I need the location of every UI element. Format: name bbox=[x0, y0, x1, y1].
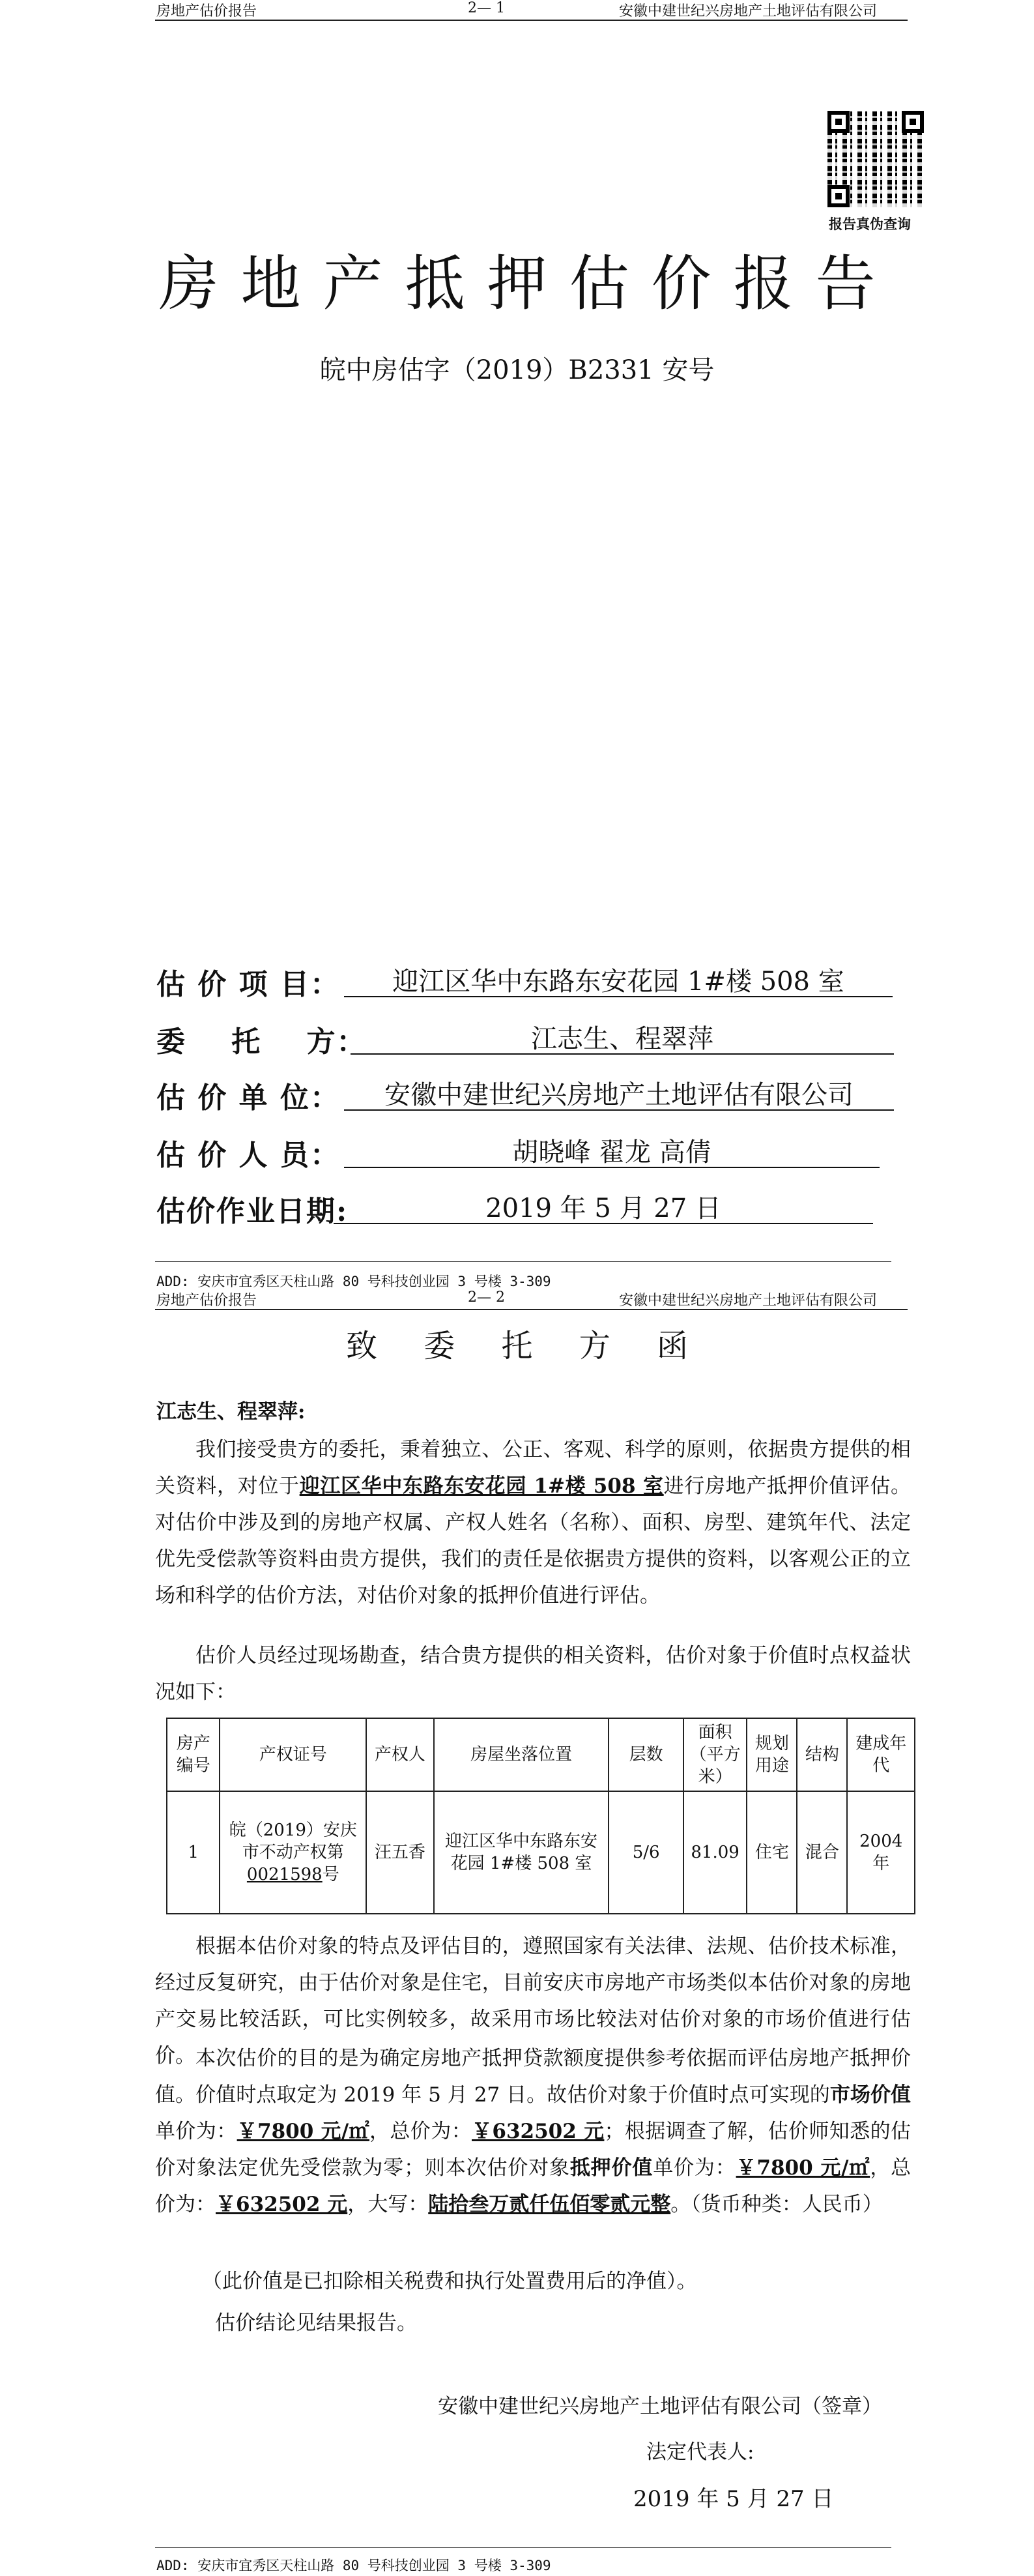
mortgage-value-term: 抵押价值 bbox=[569, 2156, 653, 2180]
para1-text-pre: 我们接受贵方的委托，秉着独立、公正、客观、科学的原则，依据贵方提供的相关资料，对位于 bbox=[155, 1438, 911, 1498]
paragraph-inspection bbox=[155, 1637, 911, 1710]
table-header-cell: 产权证号 bbox=[220, 1718, 366, 1791]
table-header-row bbox=[167, 1718, 915, 1791]
table-header-cell: 建成年代 bbox=[847, 1718, 915, 1791]
cell-location: 迎江区华中东路东安花园 1#楼 508 室 bbox=[434, 1791, 609, 1914]
letter-title: 致 委 托 方 函 bbox=[345, 1328, 707, 1364]
cell-use: 住宅 bbox=[747, 1791, 797, 1914]
page1-header-page-number: 2— 1 bbox=[468, 0, 505, 16]
cell-area: 81.09 bbox=[683, 1791, 747, 1914]
cell-owner: 汪五香 bbox=[366, 1791, 434, 1914]
table-header-cell: 规划用途 bbox=[747, 1718, 797, 1791]
market-unit-price: ￥7800 元/㎡ bbox=[237, 2120, 369, 2143]
para1-address: 迎江区华中东路东安花园 1#楼 508 室 bbox=[299, 1474, 664, 1498]
field-value-appraisers: 胡晓峰 翟龙 高倩 bbox=[512, 1137, 711, 1167]
para2-text: 估价人员经过现场勘查，结合贵方提供的相关资料，估价对象于价值时点权益状况如下： bbox=[155, 1644, 911, 1704]
para4-text-4: ；根据调查了解，估价师知悉的估价对象法定优先受偿款为零；则本次估价对象 bbox=[155, 2120, 912, 2180]
page2-footer-address: ADD: 安庆市宜秀区天柱山路 80 号科技创业园 3 号楼 3-309 bbox=[156, 2558, 551, 2573]
page2-footer-rule bbox=[155, 2547, 891, 2548]
signing-date: 2019 年 5 月 27 日 bbox=[633, 2486, 834, 2512]
page2-header-rule bbox=[155, 1309, 908, 1310]
page2-header-right: 安徽中建世纪兴房地产土地评估有限公司 bbox=[619, 1293, 878, 1309]
mortgage-unit-price: ￥7800 元/㎡ bbox=[736, 2156, 870, 2180]
signing-company: 安徽中建世纪兴房地产土地评估有限公司（签章） bbox=[438, 2395, 882, 2418]
qr-code-icon bbox=[827, 111, 924, 207]
table-header-cell: 产权人 bbox=[366, 1718, 434, 1791]
field-label-client: 委 托 方： bbox=[156, 1025, 367, 1059]
page1-footer-rule bbox=[155, 1261, 891, 1262]
property-table bbox=[166, 1718, 915, 1914]
report-title: 房地产抵押估价报告 bbox=[158, 249, 898, 319]
field-value-client: 江志生、程翠萍 bbox=[531, 1024, 713, 1054]
page1-header-right: 安徽中建世纪兴房地产土地评估有限公司 bbox=[619, 3, 878, 20]
field-value-appraiser-org: 安徽中建世纪兴房地产土地评估有限公司 bbox=[384, 1080, 854, 1110]
cell-property-no: 1 bbox=[167, 1791, 220, 1914]
qr-caption: 报告真伪查询 bbox=[829, 216, 911, 232]
conclusion-note: 估价结论见结果报告。 bbox=[215, 2311, 417, 2335]
salutation: 江志生、程翠萍: bbox=[156, 1400, 306, 1424]
net-value-note: （此价值是已扣除相关税费和执行处置费用后的净值）。 bbox=[202, 2270, 697, 2293]
cell-year: 2004 年 bbox=[847, 1791, 915, 1914]
para4-text-7: ，大写： bbox=[347, 2193, 429, 2216]
para4-text-1: 本次估价的目的是为确定房地产抵押贷款额度提供参考依据而评估房地产抵押价值。价值时点取定为 2019 年 5 月 27 日。故估价对象于价值时点可实现的 bbox=[155, 2047, 911, 2107]
paragraph-commission bbox=[155, 1431, 911, 1614]
page2-header-left: 房地产估价报告 bbox=[156, 1293, 257, 1309]
table-header-cell: 房屋坐落位置 bbox=[434, 1718, 609, 1791]
table-header-cell: 结构 bbox=[797, 1718, 847, 1791]
page2-header-page-number: 2— 2 bbox=[468, 1289, 505, 1306]
para4-text-8: 。（货币种类：人民币） bbox=[670, 2193, 883, 2216]
paragraph-valuation bbox=[155, 2040, 911, 2223]
para4-text-2: 单价为： bbox=[155, 2120, 237, 2143]
cert-text-pre: 皖（2019）安庆市不动产权第 bbox=[229, 1821, 357, 1862]
mortgage-total-price: ￥632502 元 bbox=[216, 2193, 348, 2216]
para1-text-post: 进行房地产抵押价值评估。对估价中涉及到的房地产权属、产权人姓名（名称）、面积、房型、建筑年代、法定优先受偿款等资料由贵方提供，我们的责任是依据贵方提供的资料，以客观公正的立场和科学的估价方法，对估价对象的抵押价值进行评估。 bbox=[155, 1474, 911, 1607]
market-total-price: ￥632502 元 bbox=[472, 2120, 605, 2143]
field-value-project: 迎江区华中东路东安花园 1#楼 508 室 bbox=[392, 967, 844, 997]
table-row bbox=[167, 1791, 915, 1914]
cert-number: 0021598 bbox=[246, 1865, 323, 1884]
field-label-appraiser-org: 估 价 单 位： bbox=[156, 1081, 340, 1115]
para4-text-3: ，总价为： bbox=[369, 2120, 472, 2143]
page1-header-left: 房地产估价报告 bbox=[156, 3, 257, 20]
cell-certificate-no bbox=[220, 1791, 366, 1914]
cert-text-post: 号 bbox=[322, 1865, 339, 1884]
page1-footer-address: ADD: 安庆市宜秀区天柱山路 80 号科技创业园 3 号楼 3-309 bbox=[156, 1274, 551, 1289]
table-header-cell: 层数 bbox=[609, 1718, 683, 1791]
legal-representative-label: 法定代表人: bbox=[646, 2440, 754, 2464]
field-value-work-date: 2019 年 5 月 27 日 bbox=[485, 1193, 721, 1223]
para3-text: 根据本估价对象的特点及评估目的，遵照国家有关法律、法规、估价技术标准，经过反复研究，由于估价对象是住宅，目前安庆市房地产市场类似本估价对象的房地产交易比较活跃，可比实例较多，故采用市场比较法对估价对象的市场价值进行估价。 bbox=[155, 1935, 911, 2068]
table-header-cell: 面积（平方米） bbox=[683, 1718, 747, 1791]
field-label-project: 估 价 项 目： bbox=[156, 968, 340, 1001]
report-number: 皖中房估字（2019）B2331 安号 bbox=[319, 355, 715, 385]
table-header-cell: 房产编号 bbox=[167, 1718, 220, 1791]
cell-floors: 5/6 bbox=[609, 1791, 683, 1914]
para4-text-6: ，总价为： bbox=[155, 2156, 912, 2216]
para4-text-5: 单价为： bbox=[653, 2156, 736, 2180]
page1-header-rule bbox=[155, 20, 908, 21]
field-label-work-date: 估价作业日期: bbox=[156, 1195, 349, 1228]
cell-structure: 混合 bbox=[797, 1791, 847, 1914]
field-label-appraisers: 估 价 人 员： bbox=[156, 1139, 340, 1172]
amount-in-words: 陆拾叁万贰仟伍佰零贰元整 bbox=[428, 2193, 671, 2216]
market-value-term: 市场价值 bbox=[829, 2083, 912, 2107]
